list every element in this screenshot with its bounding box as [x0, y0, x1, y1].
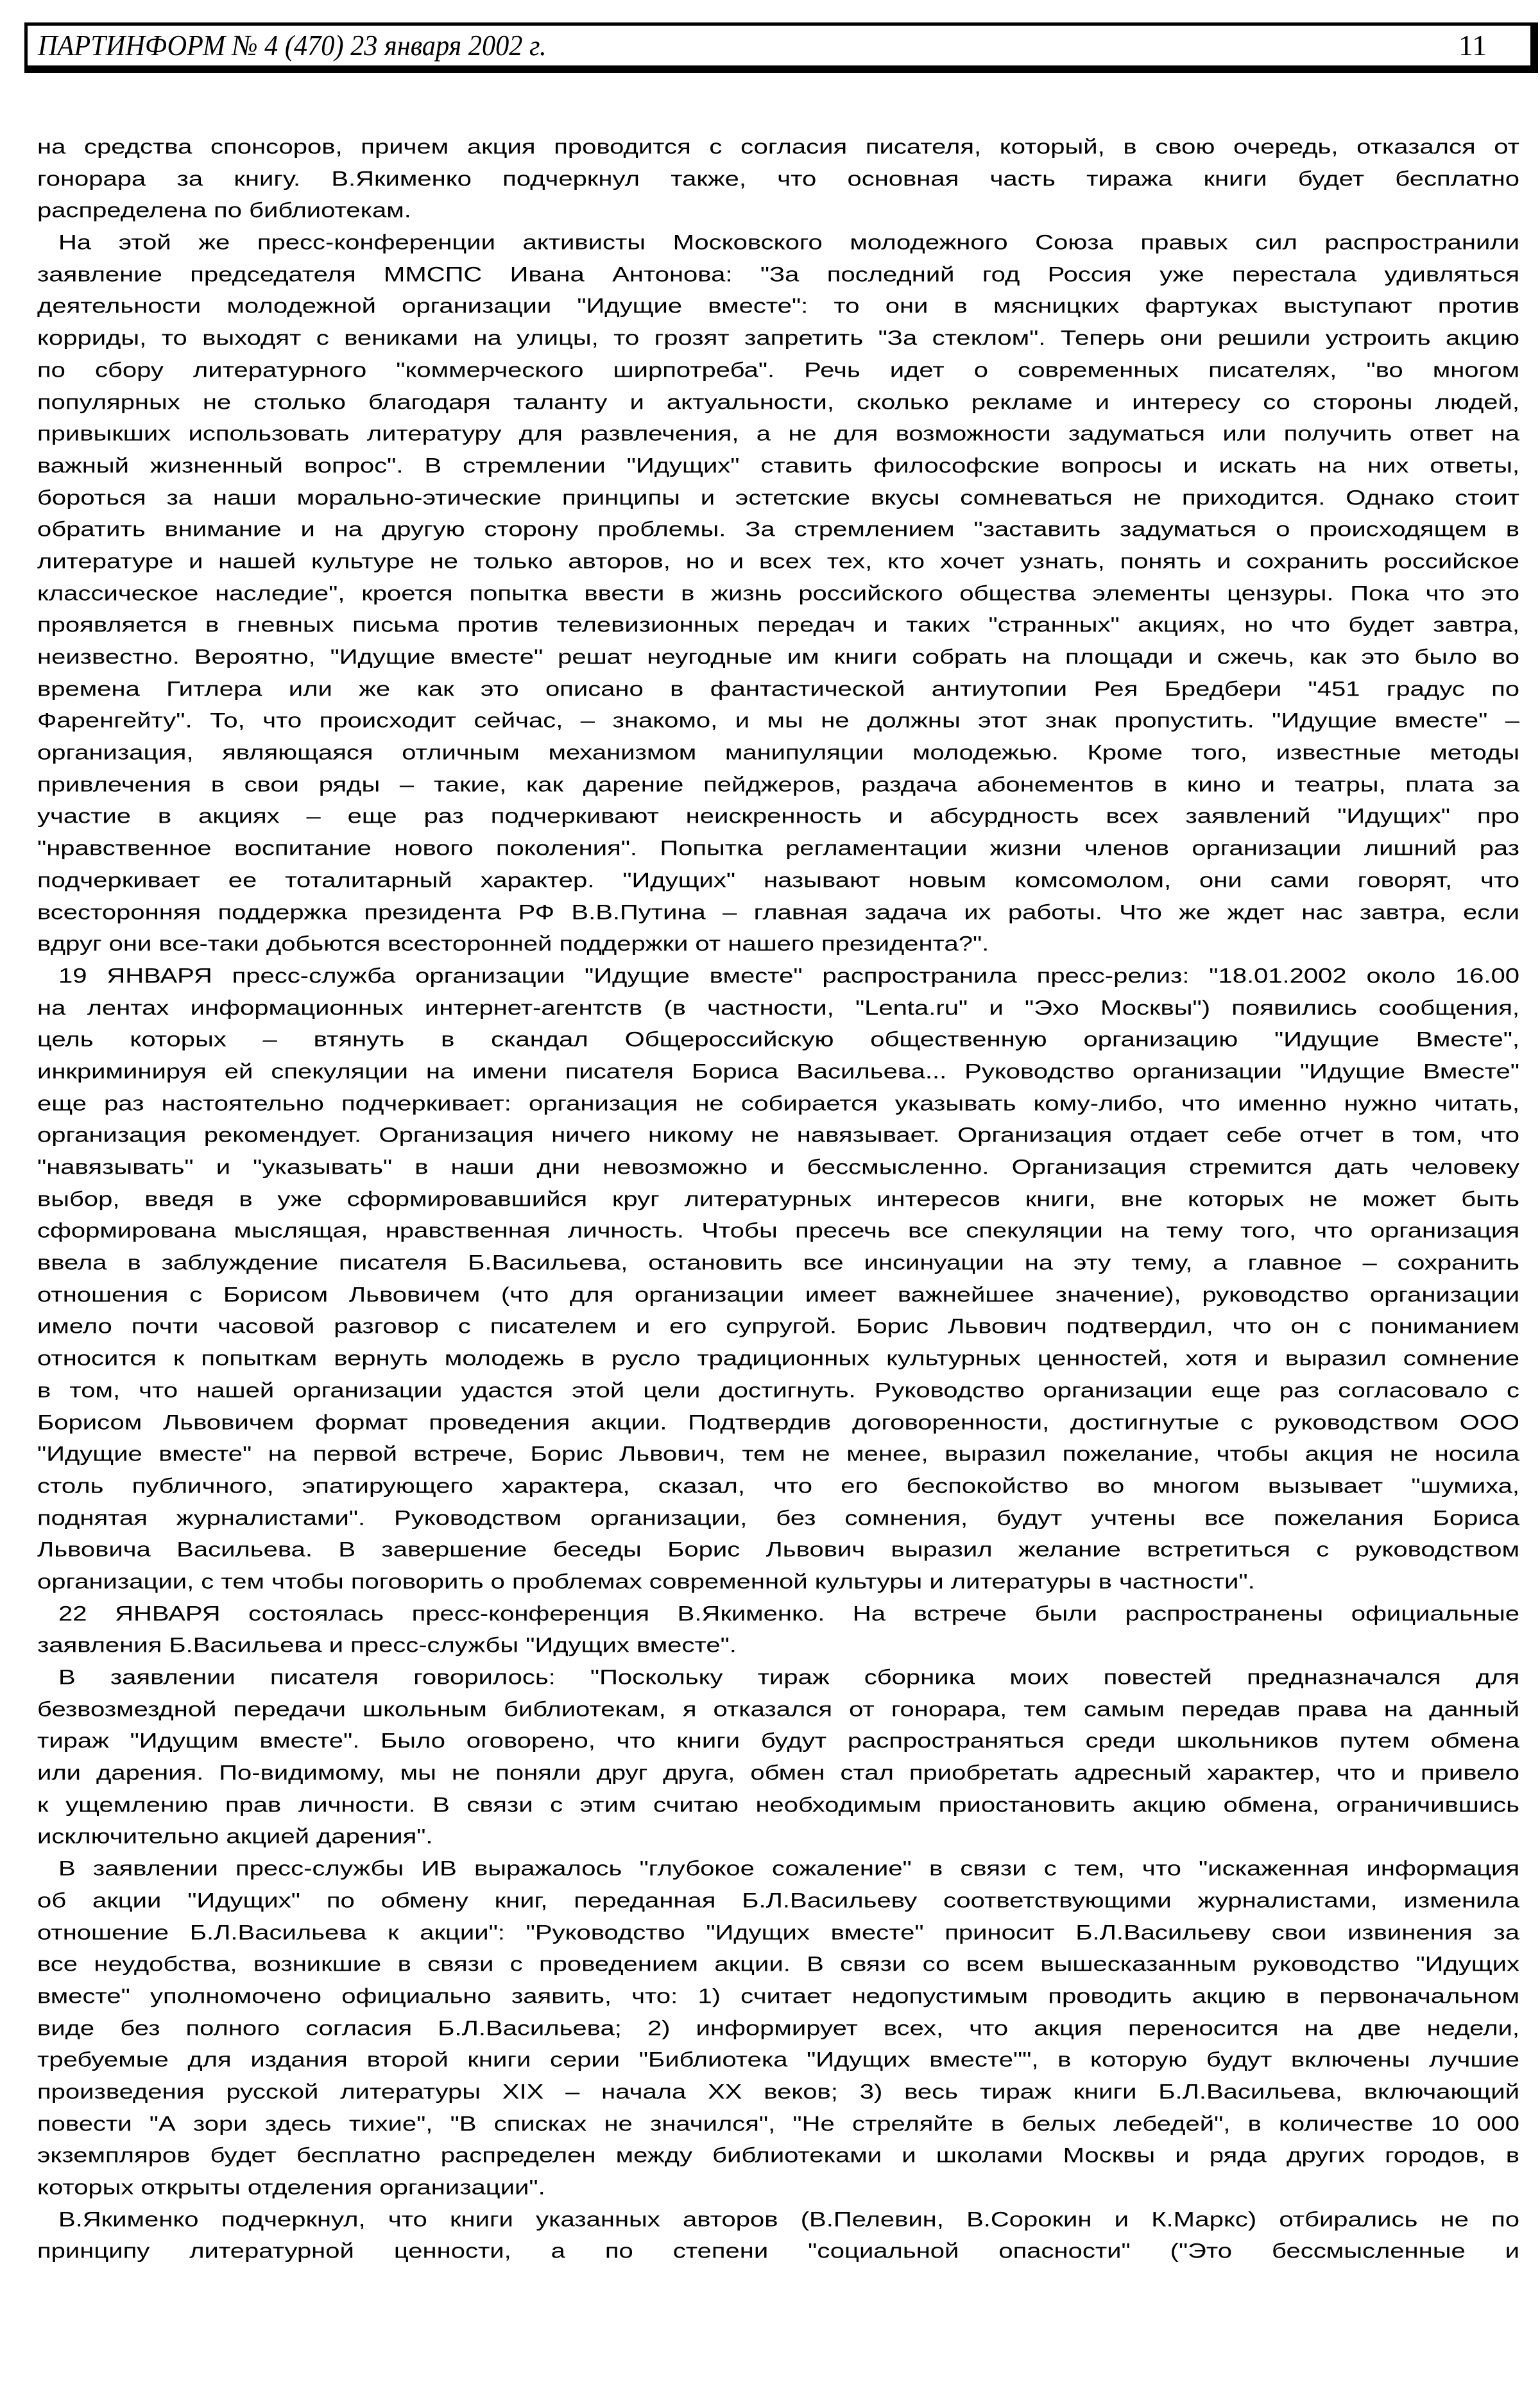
text-line: тираж "Идущим вместе". Было оговорено, что книги будут распространяться среди школьников путем обмена — [37, 1729, 1519, 1753]
paragraph — [37, 1598, 1519, 1662]
text-line: принципу литературной ценности, а по степени "социальной опасности" ("Это бессмысленные и — [37, 2240, 1519, 2263]
text-line: классическое наследие", кроется попытка ввести в жизнь российского общества элементы цензуры. Пока что это — [37, 582, 1519, 605]
text-line: столь публичного, эпатирующего характера, сказал, что его беспокойство во многом вызывает "шумиха, — [37, 1475, 1519, 1498]
text-line: безвозмездной передачи школьным библиотекам, я отказался от гонорара, тем самым передав права на данный — [37, 1698, 1519, 1721]
paragraph — [37, 2204, 1519, 2268]
text-line: неизвестно. Вероятно, "Идущие вместе" решат неугодные им книги собрать на площади и сжечь, как это было во — [37, 646, 1519, 669]
text-line: бороться за наши морально-этические принципы и эстетские вкусы сомневаться не приходится. Однако стоит — [37, 486, 1519, 510]
publication-title: ПАРТИНФОРМ № 4 (470) 23 января 2002 г. — [38, 29, 547, 62]
text-line: ввела в заблуждение писателя Б.Васильева, остановить все инсинуации на эту тему, а главное – сохранить — [37, 1251, 1519, 1274]
page-header — [24, 22, 1538, 73]
text-line: которых открыты отделения организации". — [37, 2176, 545, 2199]
text-line: "нравственное воспитание нового поколения". Попытка регламентации жизни членов организации лишний раз — [37, 837, 1519, 860]
text-line: относится к попыткам вернуть молодежь в русло традиционных культурных ценностей, хотя и выразил сомнение — [37, 1347, 1519, 1370]
paragraph — [37, 1853, 1519, 2204]
text-line: экземпляров будет бесплатно распределен между библиотеками и школами Москвы и ряда других городов, в — [37, 2144, 1519, 2168]
text-line: важный жизненный вопрос". В стремлении "Идущих" ставить философские вопросы и искать на них ответы, — [37, 454, 1519, 477]
text-line: "Идущие вместе" на первой встрече, Борис Львович, тем не менее, выразил пожелание, чтобы акция не носила — [37, 1443, 1519, 1466]
text-line: проявляется в гневных письма против телевизионных передач и таких "странных" акциях, но что будет завтра, — [37, 613, 1519, 637]
text-line: обратить внимание и на другую сторону проблемы. За стремлением "заставить задуматься о происходящем в — [37, 518, 1519, 542]
text-line: участие в акциях – еще раз подчеркивают неискренность и абсурдность всех заявлений "Идущих" про — [37, 805, 1519, 828]
text-line: к ущемлению прав личности. В связи с этим считаю необходимым приостановить акцию обмена, ограничившись — [37, 1794, 1519, 1817]
text-line: корриды, то выходят с вениками на улицы, то грозят запретить "За стеклом". Теперь они решили устроить акцию — [37, 327, 1519, 350]
text-line: организация, являющаяся отличным механизмом манипуляции молодежью. Кроме того, известные методы — [37, 741, 1519, 764]
text-line: цель которых – втянуть в скандал Общероссийскую общественную организацию "Идущие Вместе", — [37, 1028, 1519, 1052]
text-line: поднятая журналистами". Руководством организации, без сомнения, будут учтены все пожелания Бориса — [37, 1507, 1519, 1530]
text-line: Фаренгейту". То, что происходит сейчас, – знакомо, и мы не должны этот знак пропустить. "Идущие вместе" – — [37, 709, 1519, 733]
text-line: 19 ЯНВАРЯ пресс-служба организации "Идущие вместе" распространила пресс-релиз: "18.01.2002 около 16.00 — [58, 964, 1519, 988]
text-line: привыкших использовать литературу для развлечения, а не для возможности задуматься или получить ответ на — [37, 422, 1519, 445]
text-line: популярных не столько благодаря таланту и актуальности, сколько рекламе и интересу со стороны людей, — [37, 391, 1519, 414]
text-line: Борисом Львовичем формат проведения акции. Подтвердив договоренности, достигнутые с руководством ООО — [37, 1411, 1519, 1434]
text-line: В заявлении писателя говорилось: "Поскольку тираж сборника моих повестей предназначался для — [58, 1666, 1519, 1689]
text-line: отношения с Борисом Львовичем (что для организации имеет важнейшее значение), руководство организации — [37, 1283, 1519, 1307]
text-line: имело почти часовой разговор с писателем и его супругой. Борис Львович подтвердил, что он с пониманием — [37, 1315, 1519, 1339]
paragraph — [37, 132, 1519, 227]
text-line: В.Якименко подчеркнул, что книги указанных авторов (В.Пелевин, В.Сорокин и К.Маркс) отбирались не по — [58, 2208, 1519, 2231]
text-line: повести "А зори здесь тихие", "В списках не значился", "Не стреляйте в белых лебедей", в количестве 10 000 — [37, 2112, 1519, 2136]
text-line: выбор, введя в уже сформировавшийся круг литературных интересов книги, вне которых не может быть — [37, 1188, 1519, 1211]
text-line: всесторонняя поддержка президента РФ В.В.Путина – главная задача их работы. Что же ждет нас завтра, если — [37, 901, 1519, 924]
text-line: времена Гитлера или же как это описано в фантастической антиутопии Рея Бредбери "451 градус по — [37, 678, 1519, 701]
text-line: или дарения. По-видимому, мы не поняли друг друга, обмен стал приобретать адресный характер, что и привело — [37, 1761, 1519, 1785]
text-line: гонорара за книгу. В.Якименко подчеркнул также, что основная часть тиража книги будет бесплатно — [37, 167, 1519, 191]
text-line: инкриминируя ей спекуляции на имени писателя Бориса Васильева... Руководство организации "Идущие Вместе" — [37, 1060, 1519, 1083]
text-line: деятельности молодежной организации "Идущие вместе": то они в мясницких фартуках выступают против — [37, 295, 1519, 318]
text-line: сформирована мыслящая, нравственная личность. Чтобы пресечь все спекуляции на тему того, что организация — [37, 1219, 1519, 1243]
paragraph — [37, 1662, 1519, 1853]
text-line: распределена по библиотекам. — [37, 199, 411, 223]
paragraph — [37, 227, 1519, 961]
text-line: на средства спонсоров, причем акция проводится с согласия писателя, который, в свою очередь, отказался от — [37, 135, 1519, 159]
text-line: исключительно акцией дарения". — [37, 1826, 433, 1849]
text-line: организации, с тем чтобы поговорить о проблемах современной культуры и литературы в частности". — [37, 1570, 1255, 1593]
page-number: 11 — [1459, 29, 1487, 62]
text-line: привлечения в свои ряды – такие, как дарение пейджеров, раздача абонементов в кино и театры, плата за — [37, 773, 1519, 796]
text-line: вдруг они все-таки добьются всесторонней поддержки от нашего президента?". — [37, 932, 989, 955]
text-line: на лентах информационных интернет-агентств (в частности, "Lenta.ru" и "Эхо Москвы") появились сообщения, — [37, 997, 1519, 1020]
text-line: в том, что нашей организации удастся этой цели достигнуть. Руководство организации еще раз согласовало с — [37, 1379, 1519, 1402]
text-line: Львовича Васильева. В завершение беседы Борис Львович выразил желание встретиться с руководством — [37, 1538, 1519, 1562]
text-line: На этой же пресс-конференции активисты Московского молодежного Союза правых сил распространили — [58, 231, 1519, 254]
text-line: виде без полного согласия Б.Л.Васильева; 2) информирует всех, что акция переносится на две недели, — [37, 2017, 1519, 2040]
text-line: по сбору литературного "коммерческого ширпотреба". Речь идет о современных писателях, "во многом — [37, 359, 1519, 382]
text-line: "навязывать" и "указывать" в наши дни невозможно и бессмысленно. Организация стремится дать человеку — [37, 1156, 1519, 1179]
text-line: требуемые для издания второй книги серии "Библиотека "Идущих вместе"", в которую будут включены лучшие — [37, 2048, 1519, 2072]
text-line: вместе" уполномочено официально заявить, что: 1) считает недопустимым проводить акцию в первоначальном — [37, 1985, 1519, 2008]
article-body — [37, 132, 1519, 2268]
text-line: литературе и нашей культуре не только авторов, но и всех тех, кто хочет узнать, понять и сохранить российское — [37, 550, 1519, 573]
text-line: заявление председателя ММСПС Ивана Антонова: "За последний год Россия уже перестала удивляться — [37, 263, 1519, 286]
text-line: еще раз настоятельно подчеркивает: организация не собирается указывать кому-либо, что именно нужно читать, — [37, 1092, 1519, 1115]
text-line: об акции "Идущих" по обмену книг, переданная Б.Л.Васильеву соответствующими журналистами, изменила — [37, 1889, 1519, 1912]
text-line: В заявлении пресс-службы ИВ выражалось "глубокое сожаление" в связи с тем, что "искаженная информация — [58, 1857, 1519, 1880]
text-line: отношение Б.Л.Васильева к акции": "Руководство "Идущих вместе" приносит Б.Л.Васильеву свои извинения за — [37, 1921, 1519, 1944]
text-line: организация рекомендует. Организация ничего никому не навязывает. Организация отдает себе отчет в том, что — [37, 1124, 1519, 1147]
text-line: подчеркивает ее тоталитарный характер. "Идущих" называют новым комсомолом, они сами говорят, что — [37, 869, 1519, 892]
text-line: 22 ЯНВАРЯ состоялась пресс-конференция В.Якименко. На встрече были распространены официальные — [58, 1602, 1519, 1625]
text-line: все неудобства, возникшие в связи с проведением акции. В связи со всем вышесказанным руководство "Идущих — [37, 1953, 1519, 1976]
text-line: заявления Б.Васильева и пресс-службы "Идущих вместе". — [37, 1634, 737, 1658]
text-line: произведения русской литературы XIX – начала XX веков; 3) весь тираж книги Б.Л.Васильева, включающий — [37, 2080, 1519, 2104]
paragraph — [37, 961, 1519, 1598]
